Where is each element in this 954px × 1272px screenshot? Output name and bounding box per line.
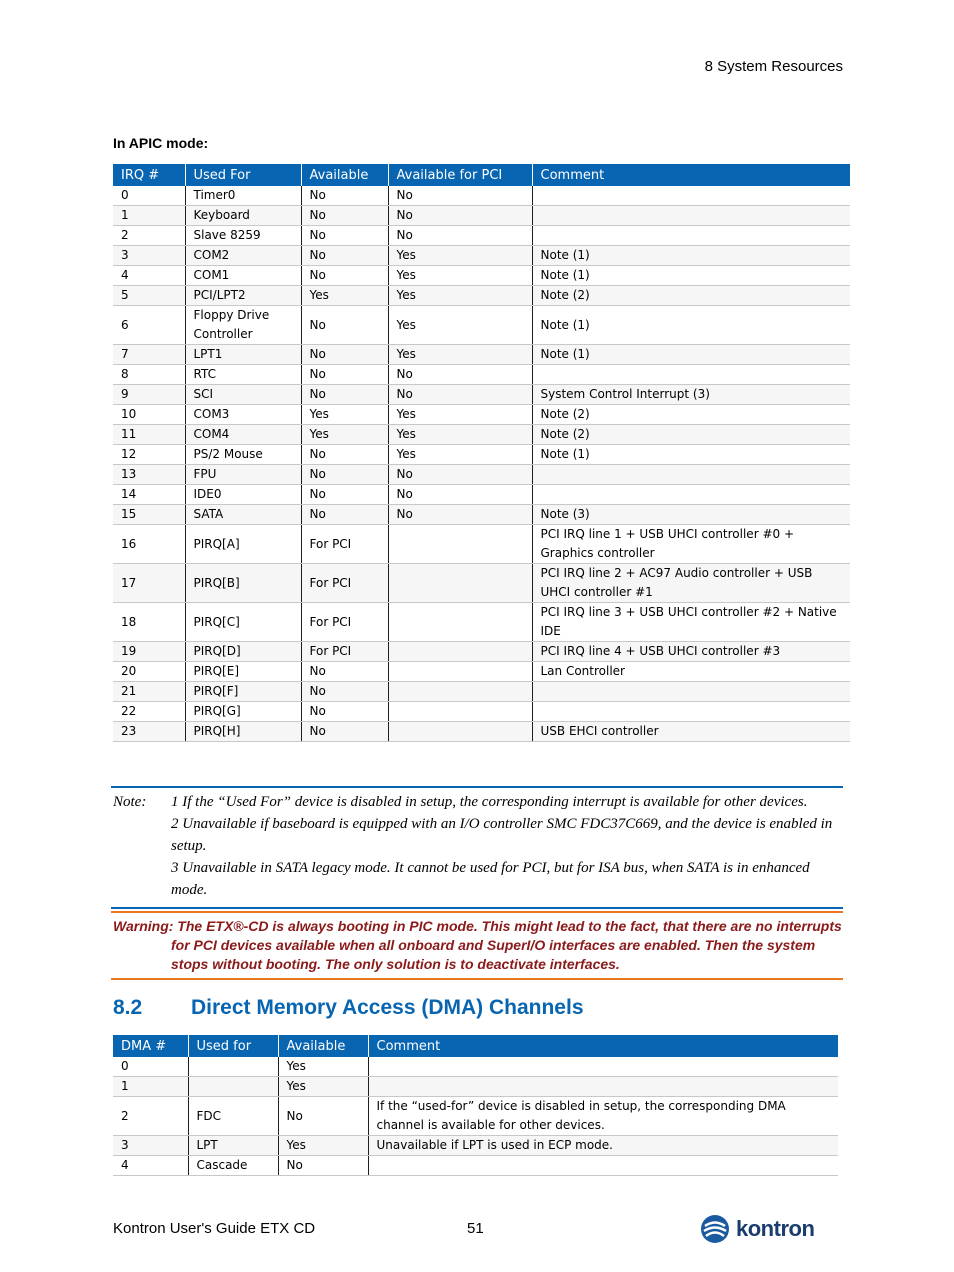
irq-cell: No <box>301 662 388 682</box>
irq-cell: PIRQ[F] <box>185 682 301 702</box>
section-number: 8.2 <box>113 996 143 1019</box>
irq-row <box>113 425 850 445</box>
irq-cell: PIRQ[C] <box>185 603 301 642</box>
dma-cell: 0 <box>113 1057 188 1077</box>
irq-row <box>113 682 850 702</box>
irq-cell: No <box>388 505 532 525</box>
irq-cell: PIRQ[H] <box>185 722 301 742</box>
note-lines <box>171 791 843 901</box>
irq-cell: 16 <box>113 525 185 564</box>
irq-cell: No <box>301 682 388 702</box>
irq-cell: For PCI <box>301 603 388 642</box>
note-line-1: 1 If the “Used For” device is disabled in setup, the corresponding interrupt is available for other devices. <box>171 794 808 810</box>
irq-header-cell: Comment <box>532 164 850 186</box>
irq-table-body <box>113 186 850 742</box>
irq-row <box>113 525 850 564</box>
irq-cell <box>532 485 850 505</box>
irq-cell: Yes <box>388 445 532 465</box>
irq-cell: 2 <box>113 226 185 246</box>
irq-cell: PIRQ[G] <box>185 702 301 722</box>
warning-text: Warning: The ETX®-CD is always booting in PIC mode. This might lead to the fact, that there are no interrupts for PCI devices available when all onboard and SuperI/O interfaces are enabled. Then the system stops without booting. The only solution is to deactivate interfaces. <box>113 918 842 972</box>
irq-cell: 10 <box>113 405 185 425</box>
irq-cell: 5 <box>113 286 185 306</box>
irq-cell: No <box>301 306 388 345</box>
irq-cell: Yes <box>388 286 532 306</box>
note-label: Note: <box>113 794 147 810</box>
irq-cell: PCI IRQ line 2 + AC97 Audio controller + USB UHCI controller #1 <box>532 564 850 603</box>
irq-cell: No <box>301 385 388 405</box>
irq-cell: PS/2 Mouse <box>185 445 301 465</box>
irq-cell: Note (1) <box>532 445 850 465</box>
irq-cell: COM1 <box>185 266 301 286</box>
irq-cell: No <box>301 246 388 266</box>
irq-cell: Yes <box>301 405 388 425</box>
dma-cell: 1 <box>113 1077 188 1097</box>
irq-cell: System Control Interrupt (3) <box>532 385 850 405</box>
irq-row <box>113 702 850 722</box>
irq-cell: 3 <box>113 246 185 266</box>
irq-cell: PIRQ[E] <box>185 662 301 682</box>
irq-row <box>113 662 850 682</box>
irq-cell: No <box>388 206 532 226</box>
irq-row <box>113 246 850 266</box>
irq-cell: No <box>388 226 532 246</box>
dma-cell: Yes <box>278 1077 368 1097</box>
irq-cell: 19 <box>113 642 185 662</box>
dma-cell: Unavailable if LPT is used in ECP mode. <box>368 1136 838 1156</box>
dma-cell <box>368 1156 838 1176</box>
irq-cell: Note (2) <box>532 405 850 425</box>
irq-cell: 15 <box>113 505 185 525</box>
irq-cell: 7 <box>113 345 185 365</box>
dma-row <box>113 1156 838 1176</box>
irq-cell <box>388 525 532 564</box>
irq-cell: Note (2) <box>532 286 850 306</box>
irq-cell <box>388 722 532 742</box>
dma-cell: 3 <box>113 1136 188 1156</box>
dma-cell: If the “used-for” device is disabled in setup, the corresponding DMA channel is available for other devices. <box>368 1097 838 1136</box>
irq-cell: 12 <box>113 445 185 465</box>
irq-cell: SATA <box>185 505 301 525</box>
dma-cell: Cascade <box>188 1156 278 1176</box>
irq-cell: Note (1) <box>532 306 850 345</box>
irq-cell <box>532 226 850 246</box>
dma-header-cell: DMA # <box>113 1035 188 1057</box>
irq-row <box>113 385 850 405</box>
irq-cell: 9 <box>113 385 185 405</box>
irq-cell: 20 <box>113 662 185 682</box>
irq-cell: PIRQ[A] <box>185 525 301 564</box>
irq-cell <box>388 702 532 722</box>
irq-cell: Note (1) <box>532 266 850 286</box>
irq-cell: 1 <box>113 206 185 226</box>
irq-cell <box>532 702 850 722</box>
irq-row <box>113 465 850 485</box>
irq-cell: Lan Controller <box>532 662 850 682</box>
dma-cell: 2 <box>113 1097 188 1136</box>
irq-cell: 22 <box>113 702 185 722</box>
irq-cell: PCI/LPT2 <box>185 286 301 306</box>
irq-cell: No <box>301 485 388 505</box>
irq-row <box>113 642 850 662</box>
dma-cell <box>368 1057 838 1077</box>
irq-cell: No <box>301 226 388 246</box>
irq-cell <box>532 206 850 226</box>
irq-row <box>113 505 850 525</box>
irq-cell: Floppy Drive Controller <box>185 306 301 345</box>
dma-cell: No <box>278 1156 368 1176</box>
dma-cell <box>368 1077 838 1097</box>
irq-cell: PIRQ[D] <box>185 642 301 662</box>
irq-cell: PIRQ[B] <box>185 564 301 603</box>
chapter-title: 8 System Resources <box>704 58 843 75</box>
dma-cell: Yes <box>278 1057 368 1077</box>
footer-page-number: 51 <box>467 1220 484 1237</box>
irq-cell: No <box>301 702 388 722</box>
irq-cell: 11 <box>113 425 185 445</box>
irq-cell <box>388 662 532 682</box>
irq-cell: Yes <box>301 286 388 306</box>
irq-cell: For PCI <box>301 564 388 603</box>
irq-cell: Yes <box>388 266 532 286</box>
irq-cell <box>532 186 850 206</box>
irq-cell: No <box>388 485 532 505</box>
dma-row <box>113 1077 838 1097</box>
irq-cell <box>532 465 850 485</box>
dma-table-body <box>113 1057 838 1176</box>
dma-row <box>113 1136 838 1156</box>
irq-cell: For PCI <box>301 642 388 662</box>
irq-cell: PCI IRQ line 3 + USB UHCI controller #2 + Native IDE <box>532 603 850 642</box>
irq-cell: RTC <box>185 365 301 385</box>
irq-cell: No <box>388 186 532 206</box>
irq-row <box>113 365 850 385</box>
irq-cell: 6 <box>113 306 185 345</box>
irq-header-cell: IRQ # <box>113 164 185 186</box>
kontron-logo <box>700 1214 814 1244</box>
irq-cell: COM2 <box>185 246 301 266</box>
dma-table-header <box>113 1035 838 1057</box>
kontron-logo-icon <box>700 1214 730 1244</box>
irq-cell: 4 <box>113 266 185 286</box>
irq-cell: 23 <box>113 722 185 742</box>
irq-cell: No <box>388 385 532 405</box>
irq-cell: 13 <box>113 465 185 485</box>
irq-cell: Note (1) <box>532 246 850 266</box>
irq-cell <box>388 564 532 603</box>
irq-cell: Note (2) <box>532 425 850 445</box>
irq-cell <box>532 365 850 385</box>
irq-row <box>113 445 850 465</box>
irq-cell: Note (1) <box>532 345 850 365</box>
irq-cell: 8 <box>113 365 185 385</box>
dma-cell: FDC <box>188 1097 278 1136</box>
irq-row <box>113 186 850 206</box>
irq-cell <box>388 642 532 662</box>
irq-cell: 17 <box>113 564 185 603</box>
irq-row <box>113 306 850 345</box>
irq-cell: 0 <box>113 186 185 206</box>
irq-cell: Keyboard <box>185 206 301 226</box>
dma-cell: No <box>278 1097 368 1136</box>
irq-cell: No <box>301 365 388 385</box>
section-title: Direct Memory Access (DMA) Channels <box>191 996 584 1019</box>
irq-cell: Yes <box>388 345 532 365</box>
dma-cell <box>188 1077 278 1097</box>
irq-cell: No <box>301 505 388 525</box>
irq-cell <box>388 682 532 702</box>
irq-cell: Yes <box>388 405 532 425</box>
irq-cell: Timer0 <box>185 186 301 206</box>
irq-cell: No <box>301 345 388 365</box>
section-heading <box>113 996 584 1020</box>
dma-header-cell: Comment <box>368 1035 838 1057</box>
irq-cell: USB EHCI controller <box>532 722 850 742</box>
irq-cell: Yes <box>388 246 532 266</box>
irq-cell: No <box>388 365 532 385</box>
irq-cell: No <box>388 465 532 485</box>
irq-cell: LPT1 <box>185 345 301 365</box>
note-line-3: 3 Unavailable in SATA legacy mode. It cannot be used for PCI, but for ISA bus, when SATA is in enhanced mode. <box>171 860 810 898</box>
irq-cell: SCI <box>185 385 301 405</box>
irq-cell: For PCI <box>301 525 388 564</box>
apic-mode-heading: In APIC mode: <box>113 135 209 151</box>
dma-cell <box>188 1057 278 1077</box>
irq-row <box>113 485 850 505</box>
irq-cell: FPU <box>185 465 301 485</box>
irq-cell: Slave 8259 <box>185 226 301 246</box>
irq-header-cell: Available <box>301 164 388 186</box>
irq-cell: No <box>301 266 388 286</box>
dma-cell: LPT <box>188 1136 278 1156</box>
dma-cell: Yes <box>278 1136 368 1156</box>
irq-cell <box>532 682 850 702</box>
irq-row <box>113 345 850 365</box>
dma-row <box>113 1097 838 1136</box>
irq-cell: PCI IRQ line 1 + USB UHCI controller #0 + Graphics controller <box>532 525 850 564</box>
irq-row <box>113 206 850 226</box>
note-block <box>111 786 843 909</box>
dma-row <box>113 1057 838 1077</box>
irq-row <box>113 266 850 286</box>
irq-header-cell: Available for PCI <box>388 164 532 186</box>
irq-cell <box>388 603 532 642</box>
irq-row <box>113 722 850 742</box>
irq-header-cell: Used For <box>185 164 301 186</box>
irq-row <box>113 226 850 246</box>
irq-cell: No <box>301 186 388 206</box>
irq-row <box>113 286 850 306</box>
irq-cell: 18 <box>113 603 185 642</box>
irq-cell: COM3 <box>185 405 301 425</box>
irq-cell: IDE0 <box>185 485 301 505</box>
irq-cell: COM4 <box>185 425 301 445</box>
irq-cell: 21 <box>113 682 185 702</box>
dma-header-cell: Used for <box>188 1035 278 1057</box>
dma-cell: 4 <box>113 1156 188 1176</box>
dma-header-cell: Available <box>278 1035 368 1057</box>
irq-cell: No <box>301 445 388 465</box>
irq-row <box>113 603 850 642</box>
irq-cell: PCI IRQ line 4 + USB UHCI controller #3 <box>532 642 850 662</box>
irq-table <box>113 164 851 742</box>
irq-cell: Yes <box>388 425 532 445</box>
irq-cell: Yes <box>301 425 388 445</box>
irq-cell: 14 <box>113 485 185 505</box>
irq-table-header <box>113 164 850 186</box>
warning-block <box>111 911 843 980</box>
irq-cell: Yes <box>388 306 532 345</box>
footer-guide-title: Kontron User's Guide ETX CD <box>113 1220 316 1237</box>
irq-cell: No <box>301 722 388 742</box>
dma-table <box>113 1035 839 1176</box>
irq-cell: No <box>301 465 388 485</box>
irq-row <box>113 405 850 425</box>
note-line-2: 2 Unavailable if baseboard is equipped with an I/O controller SMC FDC37C669, and the device is enabled in setup. <box>171 816 833 854</box>
kontron-logo-text: kontron <box>736 1216 815 1241</box>
irq-row <box>113 564 850 603</box>
irq-cell: No <box>301 206 388 226</box>
irq-cell: Note (3) <box>532 505 850 525</box>
